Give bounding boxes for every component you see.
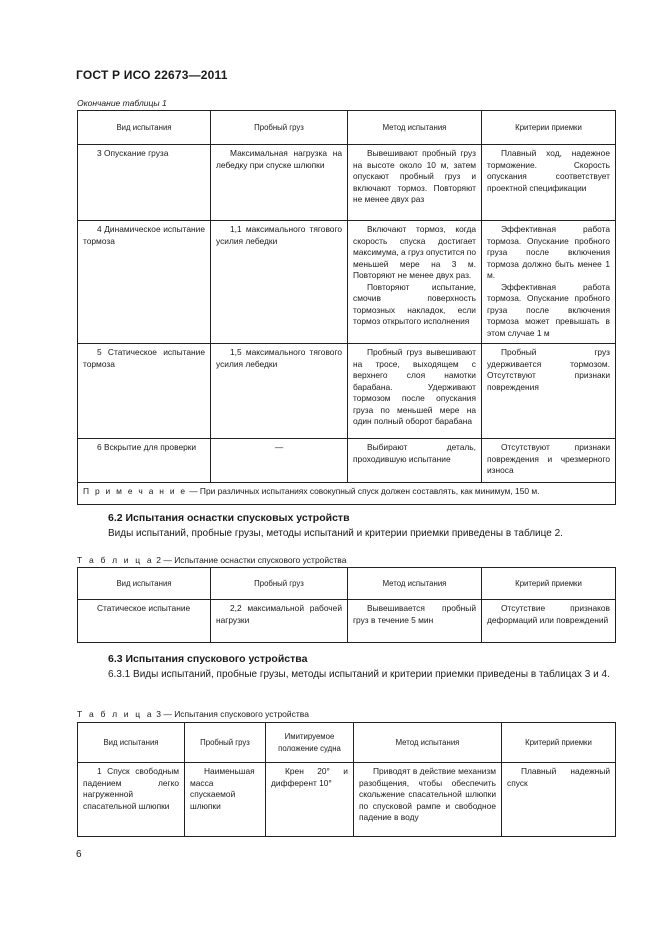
table1-caption: Окончание таблицы 1 — [77, 98, 167, 108]
table2-col-method: Метод испытания — [348, 568, 482, 600]
note-text: — При различных испытаниях совокупный спуск должен составлять, как минимум, 150 м. — [189, 486, 540, 496]
table3 — [77, 722, 616, 837]
cell-load: 2,2 максимальной рабочей нагрузки — [216, 603, 342, 625]
cell-method: Пробный груз вывешивают на тросе, выходящем с верхнего слоя намотки барабана. Удерживают тормозом после опускания груза по меньшей мере на один полный оборот барабана — [353, 347, 476, 426]
cell-load: — — [211, 439, 348, 483]
cell-method: Включают тормоз, когда скорость спуска достигает максимума, а груз опустится по меньшей мере на 3 м. Повторяют не менее двух раз. — [353, 224, 476, 280]
table3-col-method: Метод испытания — [354, 723, 502, 763]
page-number: 6 — [76, 849, 82, 860]
table2-col-criteria: Критерий приемки — [482, 568, 616, 600]
cell-criteria: Пробный груз удерживается тормозом. Отсутствуют признаки повреждения — [487, 347, 610, 392]
cell-load: Максимальная нагрузка на лебедку при спуске шлюпки — [216, 148, 342, 170]
cell-method: Вывешивается пробный груз в течение 5 мин — [353, 603, 476, 625]
table3-col-position: Имитируемое положение судна — [266, 723, 354, 763]
cell-criteria: Отсутствуют признаки повреждения и чрезмерного износа — [487, 442, 610, 475]
table-row — [78, 439, 616, 483]
table2-header-row — [78, 568, 616, 600]
table2-col-load: Пробный груз — [211, 568, 348, 600]
section-6-3-paragraph: 6.3.1 Виды испытаний, пробные грузы, методы испытаний и критерии приемки приведены в таблицах 3 и 4. — [108, 669, 610, 680]
cell-method: Выбирают деталь, проходившую испытание — [353, 442, 476, 464]
table3-col-load: Пробный груз — [185, 723, 266, 763]
table1 — [77, 110, 616, 505]
cell-test: 5 Статическое испытание тормоза — [83, 347, 205, 369]
cell-test: 3 Опускание груза — [97, 148, 169, 158]
cell-criteria: Эффективная работа тормоза. Опускание пробного груза после включения тормоза может превышать в этом случае 1 м — [487, 281, 610, 338]
table2-caption-label: Т а б л и ц а — [77, 555, 154, 565]
table1-note-row — [78, 483, 616, 505]
cell-load: 1,5 максимального тягового усилия лебедки — [216, 347, 342, 369]
section-6-2-paragraph: Виды испытаний, пробные грузы, методы испытаний и критерии приемки приведены в таблице 2. — [108, 528, 563, 539]
table2-caption — [77, 555, 346, 565]
table-row — [78, 221, 616, 344]
cell-method: Повторяют испытание, смочив поверхность тормозных накладок, если тормоз открытого исполнения — [353, 281, 476, 326]
cell-test: 4 Динамическое испытание тормоза — [83, 224, 205, 246]
table3-col-criteria: Критерий приемки — [502, 723, 616, 763]
cell-criteria: Плавный ход, надежное торможение. Скорость опускания соответствует проектной спецификации — [487, 148, 610, 193]
table2-col-test: Вид испытания — [78, 568, 211, 600]
table1-header-row — [78, 111, 616, 145]
cell-criteria: Эффективная работа тормоза. Опускание пробного груза после включения тормоза должно быть менее 1 м. — [487, 224, 610, 280]
table-row — [78, 344, 616, 439]
cell-test: 6 Вскрытие для проверки — [97, 442, 197, 452]
table1-col-test: Вид испытания — [78, 111, 211, 145]
table-row — [78, 600, 616, 643]
cell-method: Вывешивают пробный груз на высоте около 10 м, затем опускают пробный груз и включают тормоз. Повторяют не менее двух раз — [353, 148, 476, 204]
table3-caption — [77, 709, 309, 719]
table3-col-test: Вид испытания — [78, 723, 185, 763]
table1-col-criteria: Критерии приемки — [482, 111, 616, 145]
cell-position: Крен 20° и дифферент 10° — [271, 766, 348, 788]
cell-load: 1,1 максимального тягового усилия лебедки — [216, 224, 342, 246]
section-6-2-title: 6.2 Испытания оснастки спусковых устройств — [108, 512, 350, 524]
document-header: ГОСТ Р ИСО 22673—2011 — [76, 68, 228, 82]
table1-col-method: Метод испытания — [348, 111, 482, 145]
table3-caption-text: 3 — Испытания спускового устройства — [156, 709, 309, 719]
section-6-3-title: 6.3 Испытания спускового устройства — [108, 653, 308, 665]
table-row — [78, 145, 616, 221]
table1-note — [78, 483, 616, 505]
cell-test: 1 Спуск свободным падением легко нагруженной спасательной шлюпки — [83, 766, 179, 811]
note-label: П р и м е ч а н и е — [83, 486, 187, 496]
table2-caption-text: 2 — Испытание оснастки спускового устройства — [156, 555, 347, 565]
cell-criteria: Отсутствие признаков деформаций или повреждений — [487, 603, 610, 625]
table2 — [77, 567, 616, 643]
table3-caption-label: Т а б л и ц а — [77, 709, 154, 719]
table-row — [78, 763, 616, 837]
cell-load: Наименьшая масса спускаемой шлюпки — [190, 766, 255, 811]
table1-col-load: Пробный груз — [211, 111, 348, 145]
cell-method: Приводят в действие механизм разобщения, чтобы обеспечить скольжение спасательной шлюпки по спусковой рампе и свободное падение в воду — [359, 766, 496, 822]
cell-criteria: Плавный надежный спуск — [507, 766, 610, 788]
table3-header-row — [78, 723, 616, 763]
cell-test: Статическое испытание — [97, 603, 191, 613]
